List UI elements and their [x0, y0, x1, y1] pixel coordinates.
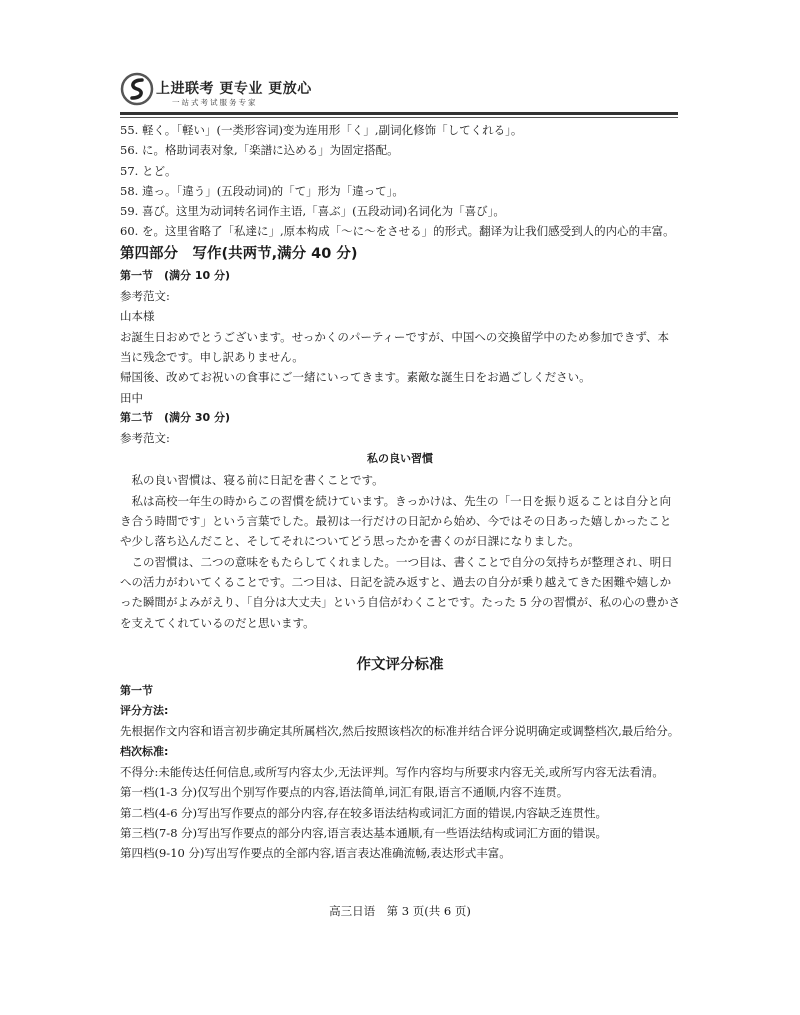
scoring-section-label: 第一节 [120, 683, 153, 697]
scoring-level: 第一档(1-3 分)仅写出个别写作要点的内容,语法简单,词汇有限,语言不通顺,内容不连贯。 [120, 785, 569, 800]
header-rule [120, 112, 678, 115]
letter-body: お誕生日おめでとうございます。せっかくのパーティーですが、中国への交換留学中のため参加できず、本当に残念です。申し訳ありません。 [120, 329, 670, 364]
answer-list [120, 120, 680, 242]
answer-item: 60. を。这里省略了「私達に」,原本构成「～に～をさせる」的形式。翻译为让我们感受到人的内心的丰富。 [120, 224, 675, 239]
part4-title: 第四部分 写作(共两节,满分 40 分) [120, 245, 358, 262]
page-footer: 高三日语 第 3 页(共 6 页) [329, 904, 471, 918]
brand-tagline: 一站式考试服务专家 [172, 98, 258, 107]
letter-body: 帰国後、改めてお祝いの食事にご一緒にいってきます。素敵な誕生日をお過ごしください。 [120, 370, 591, 385]
scoring-level: 第二档(4-6 分)写出写作要点的部分内容,存在较多语法结构或词汇方面的错误,内容缺乏连贯性。 [120, 805, 607, 820]
logo-swirl-icon [120, 72, 154, 106]
section2-sample-label: 参考范文: [120, 431, 170, 446]
answer-item: 59. 喜び。这里为动词转名词作主语,「喜ぶ」(五段动词)名词化为「喜び」。 [120, 204, 505, 219]
essay-title: 私の良い習慣 [367, 452, 433, 466]
scoring-method-label: 评分方法: [120, 704, 169, 718]
essay-paragraph: 私の良い習慣は、寝る前に日記を書くことです。 [131, 473, 384, 488]
answer-item: 57. とど。 [120, 163, 177, 178]
header-logo [120, 72, 360, 112]
scoring-method: 先根据作文内容和语言初步确定其所属档次,然后按照该档次的标准并结合评分说明确定或调整档次,最后给分。 [120, 724, 680, 739]
essay-paragraph: この習慣は、二つの意味をもたらしてくれました。一つ目は、書くことで自分の気持ちが整理され、明日への活力がわいてくることです。二つ目は、日記を読み返すと、過去の自分が乗り越えてきた困難や嬉しかった瞬間がよみがえり、「自分は大丈夫」という自信がわくことです。たった 5 分の習慣が、私の心の豊かさを支えてくれているのだと思います。 [120, 554, 680, 630]
answer-item: 55. 軽く。「軽い」(一类形容词)变为连用形「く」,副词化修饰「してくれる」。 [120, 123, 523, 137]
answer-item: 58. 違っ。「違う」(五段动词)的「て」形为「違って」。 [120, 183, 404, 198]
scoring-levels-label: 档次标准: [120, 744, 169, 758]
answer-item: 56. に。格助词表对象,「楽譜に込める」为固定搭配。 [120, 143, 399, 158]
header-rule-thin [120, 117, 678, 118]
brand-name: 上进联考 更专业 更放心 [156, 81, 312, 97]
essay-paragraph: 私は高校一年生の時からこの習慣を続けています。きっかけは、先生の「一日を振り返ることは自分と向き合う時間です」という言葉でした。最初は一行だけの日記から始め、今ではその日あった嬉しかったことや少し落ち込んだこと、そしてそれについてどう思ったかを書くのが日課になりました。 [120, 493, 672, 549]
scoring-level: 不得分:未能传达任何信息,或所写内容太少,无法评判。写作内容均与所要求内容无关,或所写内容无法看清。 [120, 765, 664, 780]
section2-heading: 第二节 (满分 30 分) [120, 410, 231, 424]
section1-sample-label: 参考范文: [120, 289, 170, 304]
letter-salutation: 山本様 [120, 309, 155, 324]
scoring-title: 作文评分标准 [356, 656, 444, 673]
letter-signature: 田中 [120, 390, 143, 405]
scoring-level: 第三档(7-8 分)写出写作要点的部分内容,语言表达基本通顺,有一些语法结构或词汇方面的错误。 [120, 825, 607, 840]
section1-heading: 第一节 (满分 10 分) [120, 268, 231, 282]
scoring-level: 第四档(9-10 分)写出写作要点的全部内容,语言表达准确流畅,表达形式丰富。 [120, 846, 511, 861]
page-content [120, 120, 680, 864]
